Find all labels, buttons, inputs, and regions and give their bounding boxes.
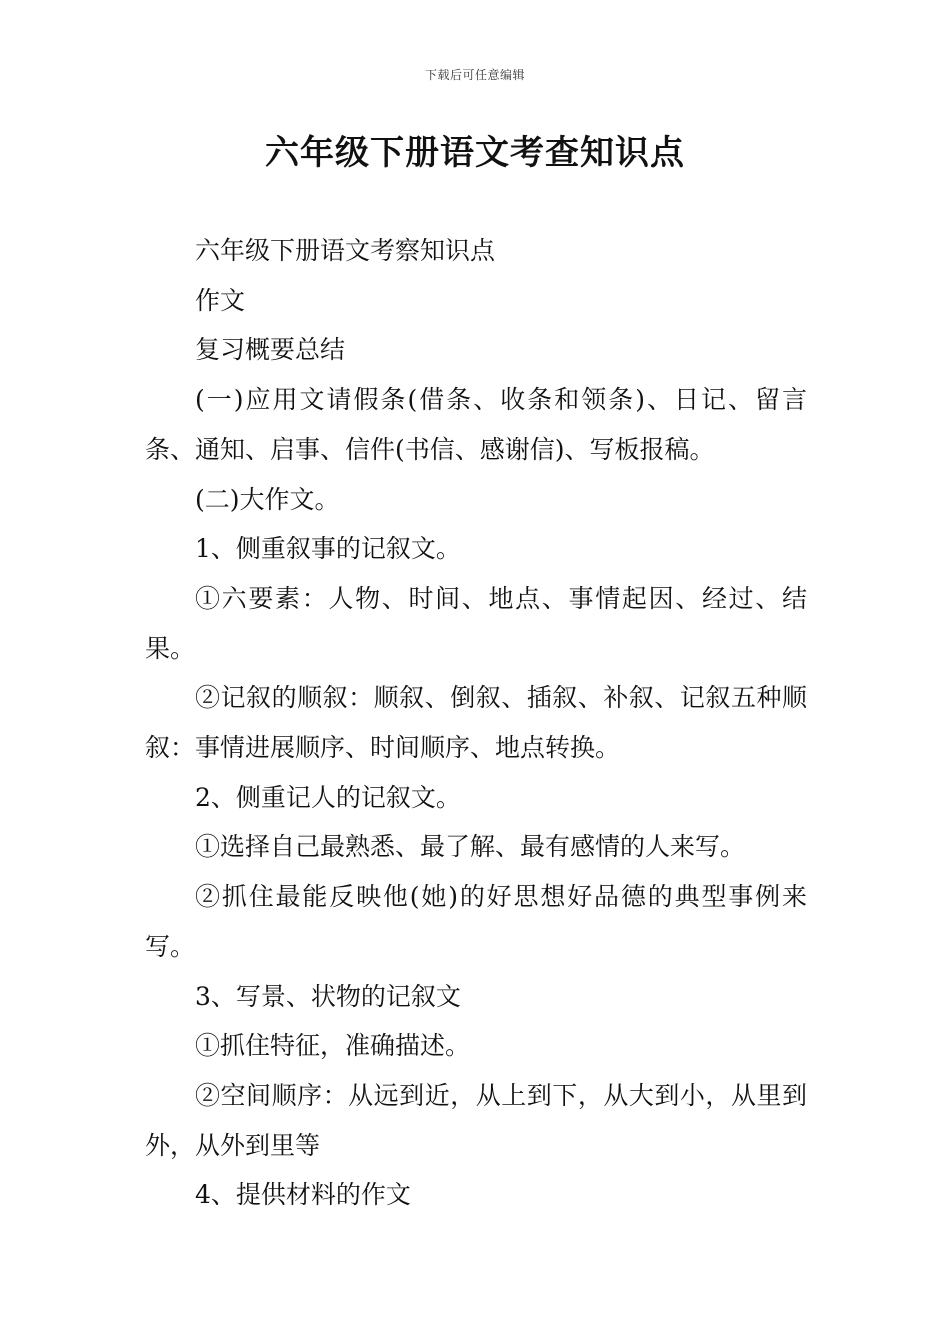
- paragraph: ①选择自己最熟悉、最了解、最有感情的人来写。: [195, 832, 746, 862]
- paragraph: 2、侧重记人的记叙文。: [195, 782, 461, 812]
- paragraph: 作文: [195, 285, 246, 315]
- paragraph: (二)大作文。: [195, 484, 340, 514]
- paragraph: 4、提供材料的作文: [195, 1180, 411, 1210]
- header-note: 下载后可任意编辑: [424, 68, 525, 82]
- paragraph: ②空间顺序：从远到近，从上到下，从大到小，从里到外，从外到里等: [145, 1080, 807, 1160]
- paragraph: (一)应用文请假条(借条、收条和领条)、日记、留言条、通知、启事、信件(书信、感谢信)、写板报稿。: [145, 385, 807, 464]
- paragraph: 3、写景、状物的记叙文: [195, 981, 461, 1011]
- paragraph: ①六要素：人物、时间、地点、事情起因、经过、结果。: [145, 583, 807, 663]
- page-title: 六年级下册语文考查知识点: [265, 133, 685, 173]
- paragraph: ②抓住最能反映他(她)的好思想好品德的典型事例来写。: [145, 882, 807, 961]
- paragraph: ②记叙的顺叙：顺叙、倒叙、插叙、补叙、记叙五种顺叙：事情进展顺序、时间顺序、地点转换。: [145, 683, 807, 763]
- paragraph: 六年级下册语文考察知识点: [195, 236, 496, 265]
- paragraph: ①抓住特征，准确描述。: [195, 1031, 471, 1061]
- paragraph: 复习概要总结: [195, 335, 346, 365]
- document-body: [145, 226, 807, 1220]
- paragraph: 1、侧重叙事的记叙文。: [195, 534, 461, 564]
